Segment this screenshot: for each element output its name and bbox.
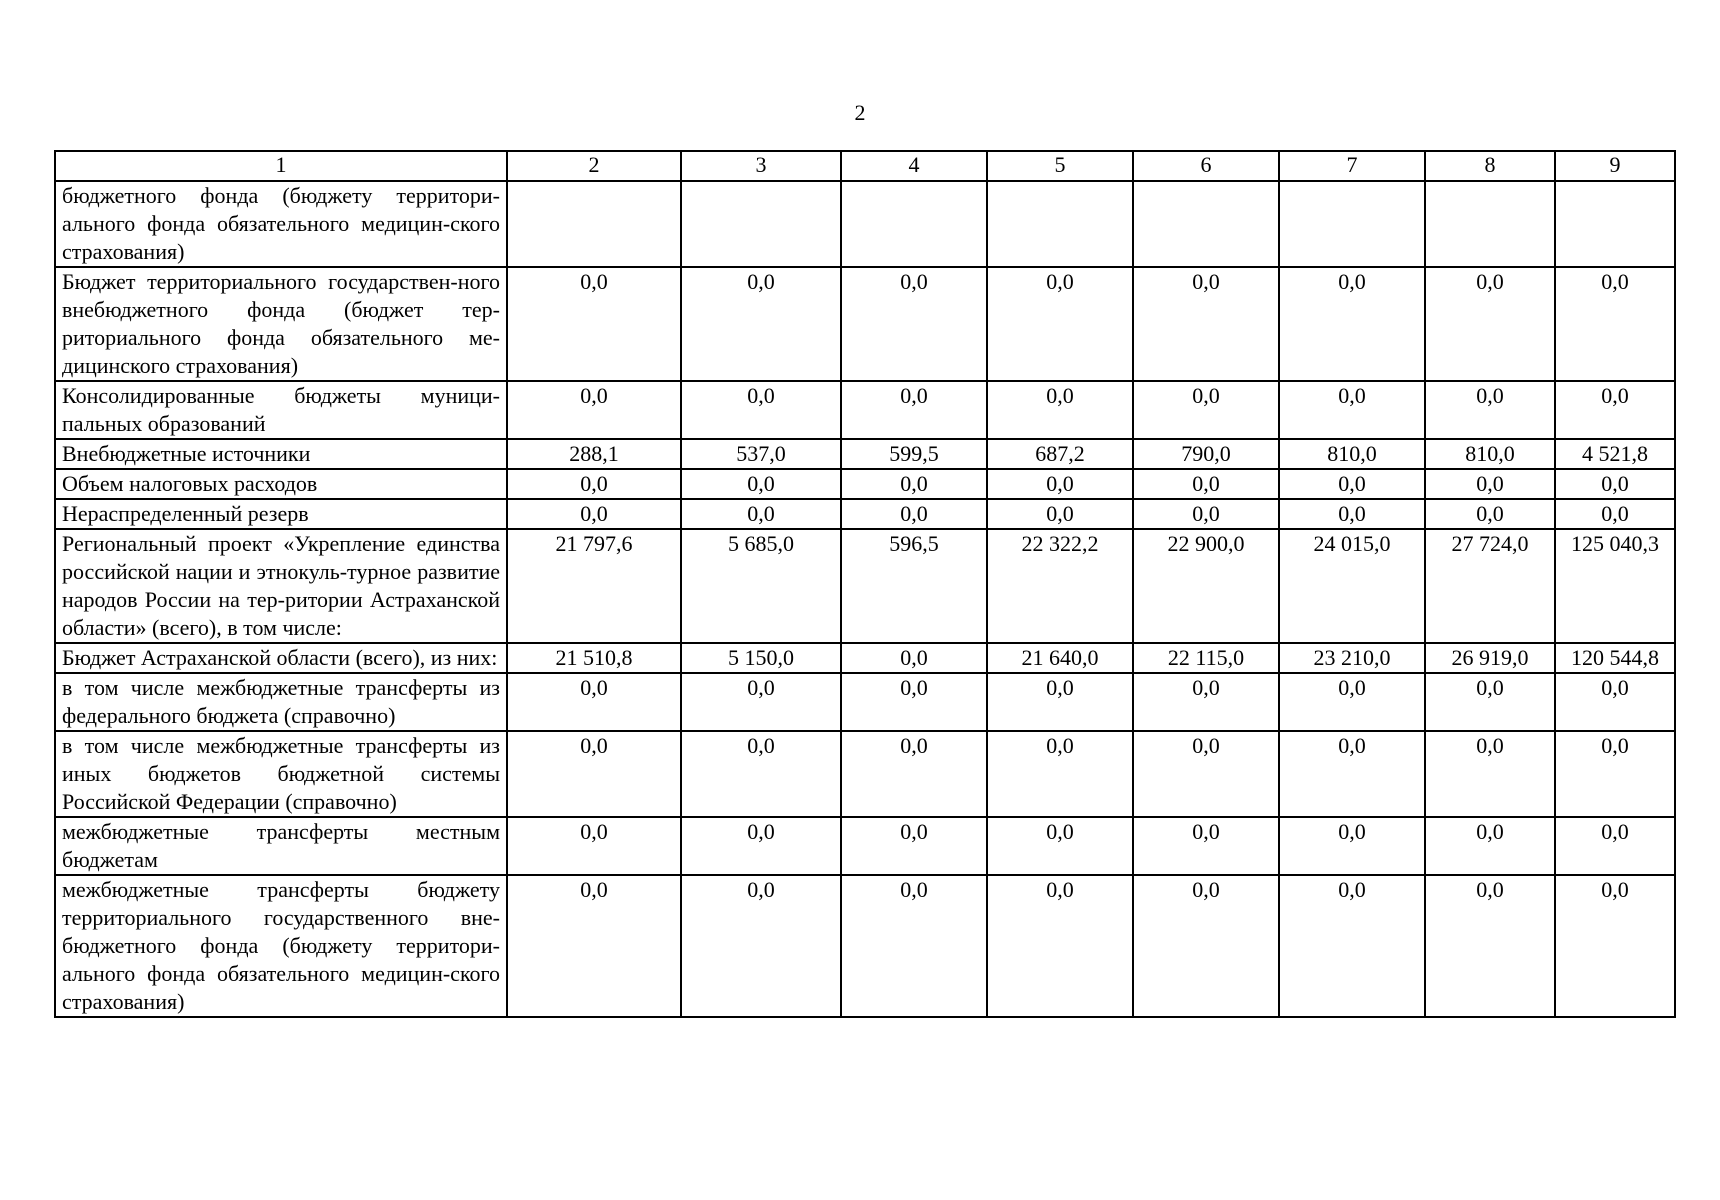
value-cell (1279, 181, 1425, 267)
row-label: межбюджетные трансферты местным бюджетам (55, 817, 507, 875)
table-row (55, 529, 1675, 643)
value-cell (987, 181, 1133, 267)
value-cell: 0,0 (681, 673, 841, 731)
header-row (55, 151, 1675, 181)
row-label: межбюджетные трансферты бюджету территориального государственного вне-бюджетного фонда (бюджету территори-ального фонда обязательного медицин-ского страхования) (55, 875, 507, 1017)
value-cell: 0,0 (1279, 875, 1425, 1017)
value-cell: 0,0 (1425, 875, 1555, 1017)
value-cell: 0,0 (987, 267, 1133, 381)
value-cell: 0,0 (841, 381, 987, 439)
value-cell: 0,0 (507, 499, 681, 529)
value-cell: 0,0 (841, 817, 987, 875)
value-cell: 22 900,0 (1133, 529, 1279, 643)
table-row (55, 643, 1675, 673)
value-cell: 5 150,0 (681, 643, 841, 673)
value-cell: 0,0 (1133, 469, 1279, 499)
value-cell: 0,0 (1279, 381, 1425, 439)
value-cell: 0,0 (681, 381, 841, 439)
value-cell: 0,0 (1555, 817, 1675, 875)
value-cell: 0,0 (987, 731, 1133, 817)
value-cell: 0,0 (1555, 267, 1675, 381)
column-header: 8 (1425, 151, 1555, 181)
row-label: в том числе межбюджетные трансферты из иных бюджетов бюджетной системы Российской Федерации (справочно) (55, 731, 507, 817)
column-header: 9 (1555, 151, 1675, 181)
table-row (55, 181, 1675, 267)
column-header: 2 (507, 151, 681, 181)
row-label: в том числе межбюджетные трансферты из федерального бюджета (справочно) (55, 673, 507, 731)
row-label: Внебюджетные источники (55, 439, 507, 469)
value-cell: 5 685,0 (681, 529, 841, 643)
value-cell: 0,0 (681, 499, 841, 529)
value-cell: 125 040,3 (1555, 529, 1675, 643)
value-cell: 21 640,0 (987, 643, 1133, 673)
value-cell: 0,0 (507, 731, 681, 817)
table-row (55, 469, 1675, 499)
page-number: 2 (854, 100, 866, 125)
value-cell: 0,0 (1279, 499, 1425, 529)
value-cell: 120 544,8 (1555, 643, 1675, 673)
column-header: 1 (55, 151, 507, 181)
row-label: Консолидированные бюджеты муници-пальных образований (55, 381, 507, 439)
value-cell: 23 210,0 (1279, 643, 1425, 673)
value-cell (1425, 181, 1555, 267)
table-row (55, 381, 1675, 439)
value-cell: 0,0 (841, 643, 987, 673)
column-header: 7 (1279, 151, 1425, 181)
value-cell: 687,2 (987, 439, 1133, 469)
value-cell: 0,0 (841, 499, 987, 529)
value-cell: 0,0 (987, 499, 1133, 529)
value-cell: 0,0 (507, 381, 681, 439)
value-cell: 0,0 (681, 267, 841, 381)
value-cell: 0,0 (1425, 731, 1555, 817)
value-cell: 0,0 (987, 469, 1133, 499)
value-cell: 0,0 (1279, 817, 1425, 875)
value-cell (507, 181, 681, 267)
value-cell: 0,0 (1133, 731, 1279, 817)
value-cell: 537,0 (681, 439, 841, 469)
value-cell: 0,0 (681, 469, 841, 499)
value-cell: 0,0 (1133, 673, 1279, 731)
value-cell: 21 510,8 (507, 643, 681, 673)
value-cell: 0,0 (1555, 731, 1675, 817)
row-label: Бюджет территориального государствен-ного внебюджетного фонда (бюджет тер-риториального фонда обязательного ме-дицинского страхования) (55, 267, 507, 381)
value-cell: 26 919,0 (1425, 643, 1555, 673)
value-cell: 0,0 (1133, 499, 1279, 529)
table-row (55, 817, 1675, 875)
budget-table (54, 150, 1676, 1018)
value-cell: 0,0 (1425, 817, 1555, 875)
value-cell: 0,0 (1425, 267, 1555, 381)
value-cell: 0,0 (987, 875, 1133, 1017)
value-cell: 0,0 (1555, 673, 1675, 731)
value-cell: 0,0 (1279, 469, 1425, 499)
value-cell: 0,0 (507, 875, 681, 1017)
value-cell: 0,0 (841, 875, 987, 1017)
value-cell: 22 115,0 (1133, 643, 1279, 673)
value-cell: 0,0 (1555, 469, 1675, 499)
table-row (55, 875, 1675, 1017)
value-cell: 0,0 (841, 673, 987, 731)
table-row (55, 499, 1675, 529)
value-cell: 0,0 (1279, 267, 1425, 381)
value-cell: 0,0 (1133, 817, 1279, 875)
column-header: 6 (1133, 151, 1279, 181)
value-cell: 288,1 (507, 439, 681, 469)
value-cell: 0,0 (1555, 875, 1675, 1017)
value-cell: 0,0 (1425, 673, 1555, 731)
value-cell: 790,0 (1133, 439, 1279, 469)
row-label: Бюджет Астраханской области (всего), из них: (55, 643, 507, 673)
value-cell: 0,0 (841, 469, 987, 499)
value-cell: 596,5 (841, 529, 987, 643)
value-cell: 0,0 (681, 817, 841, 875)
value-cell: 4 521,8 (1555, 439, 1675, 469)
table-row (55, 731, 1675, 817)
value-cell (681, 181, 841, 267)
value-cell: 0,0 (1425, 381, 1555, 439)
table-row (55, 267, 1675, 381)
value-cell: 0,0 (987, 673, 1133, 731)
table-row (55, 673, 1675, 731)
value-cell: 0,0 (507, 267, 681, 381)
value-cell: 0,0 (1555, 499, 1675, 529)
value-cell: 0,0 (1279, 731, 1425, 817)
row-label: Объем налоговых расходов (55, 469, 507, 499)
value-cell: 0,0 (1425, 469, 1555, 499)
value-cell: 810,0 (1425, 439, 1555, 469)
table-row (55, 439, 1675, 469)
value-cell (1133, 181, 1279, 267)
value-cell: 24 015,0 (1279, 529, 1425, 643)
value-cell: 810,0 (1279, 439, 1425, 469)
value-cell: 27 724,0 (1425, 529, 1555, 643)
row-label: бюджетного фонда (бюджету территори-ального фонда обязательного медицин-ского страхования) (55, 181, 507, 267)
value-cell: 0,0 (1133, 381, 1279, 439)
value-cell: 0,0 (1133, 875, 1279, 1017)
value-cell: 22 322,2 (987, 529, 1133, 643)
value-cell: 0,0 (841, 267, 987, 381)
value-cell (841, 181, 987, 267)
value-cell: 21 797,6 (507, 529, 681, 643)
value-cell: 599,5 (841, 439, 987, 469)
value-cell: 0,0 (507, 673, 681, 731)
column-header: 3 (681, 151, 841, 181)
row-label: Региональный проект «Укрепление единства российской нации и этнокуль-турное развитие народов России на тер-ритории Астраханской области» (всего), в том числе: (55, 529, 507, 643)
value-cell (1555, 181, 1675, 267)
value-cell: 0,0 (1425, 499, 1555, 529)
value-cell: 0,0 (1133, 267, 1279, 381)
value-cell: 0,0 (987, 381, 1133, 439)
value-cell: 0,0 (507, 469, 681, 499)
row-label: Нераспределенный резерв (55, 499, 507, 529)
value-cell: 0,0 (681, 875, 841, 1017)
value-cell: 0,0 (1279, 673, 1425, 731)
value-cell: 0,0 (987, 817, 1133, 875)
value-cell: 0,0 (507, 817, 681, 875)
column-header: 4 (841, 151, 987, 181)
column-header: 5 (987, 151, 1133, 181)
value-cell: 0,0 (1555, 381, 1675, 439)
table-body (55, 181, 1675, 1017)
value-cell: 0,0 (841, 731, 987, 817)
value-cell: 0,0 (681, 731, 841, 817)
